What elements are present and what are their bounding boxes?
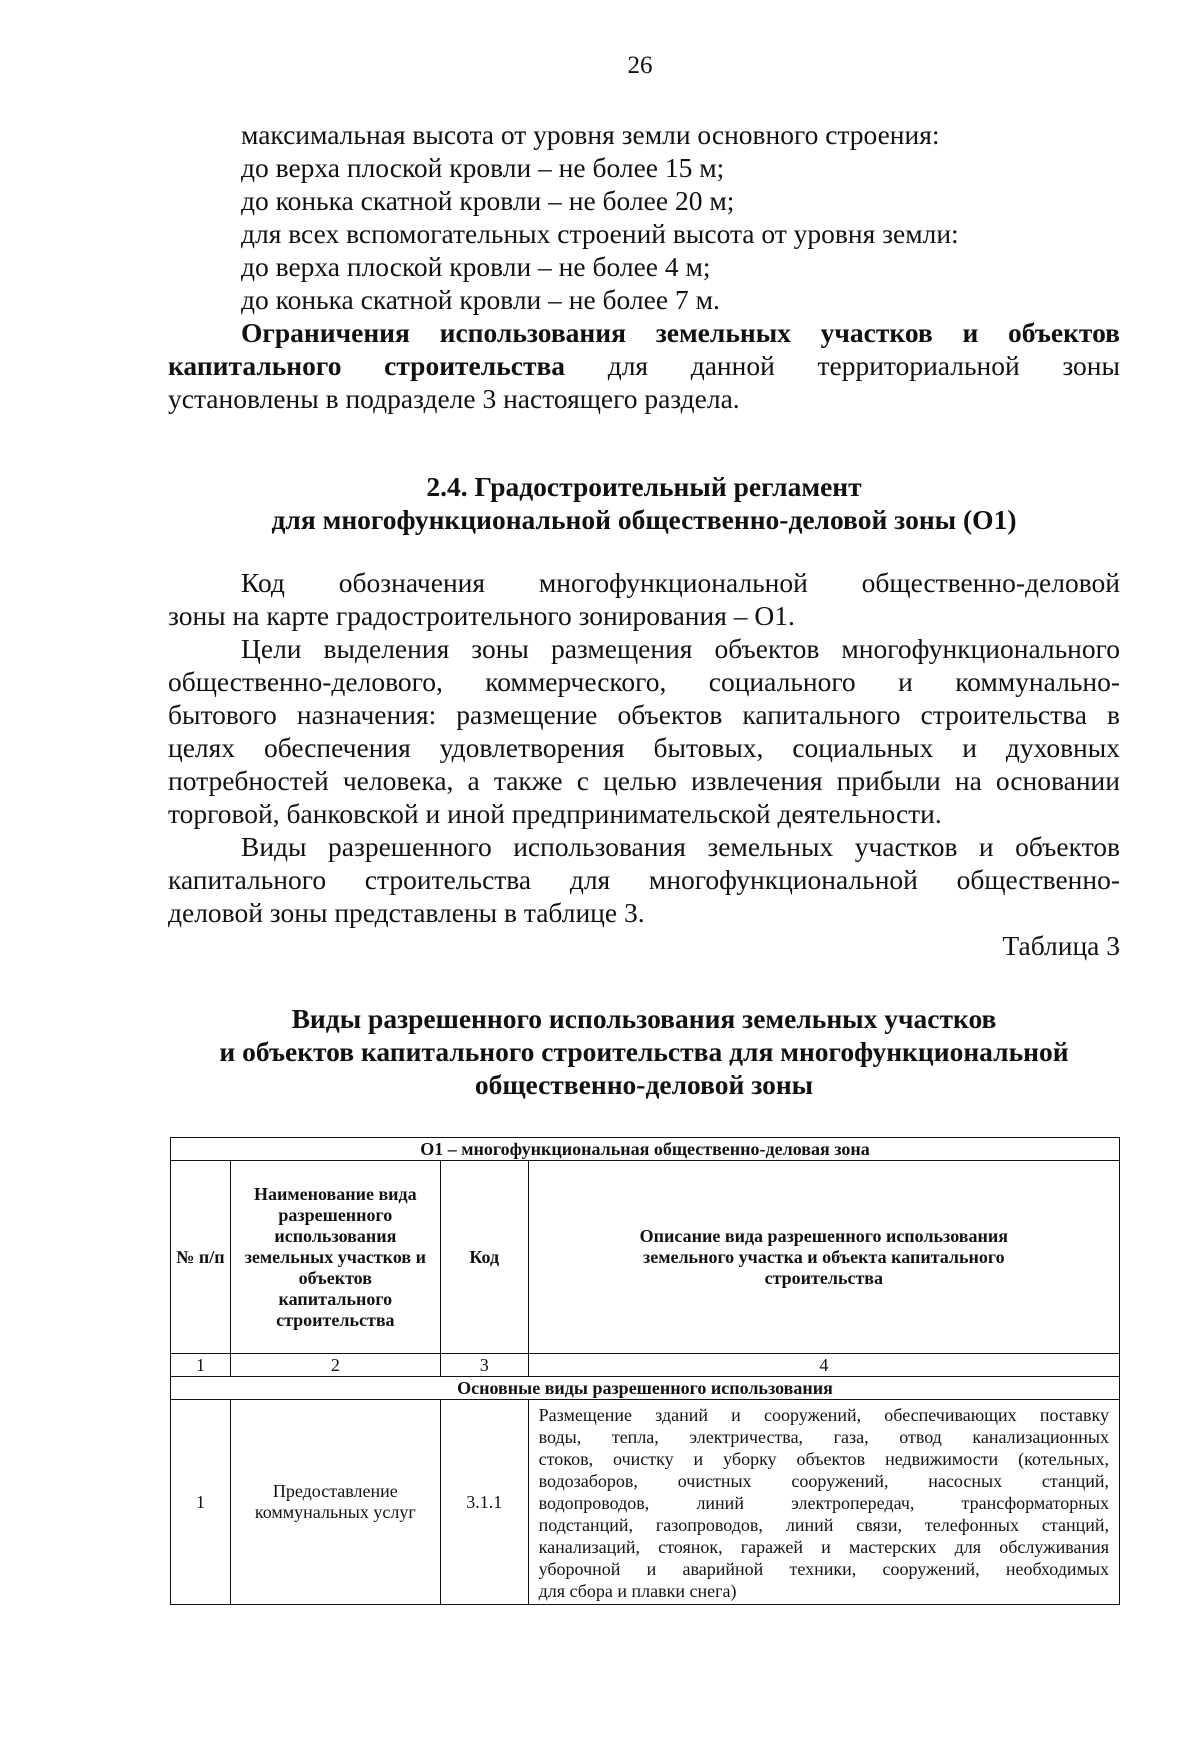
paragraph-line: Цели выделения зоны размещения объектов многофункционального — [241, 633, 1120, 664]
paragraph-line: деловой зоны представлены в таблице 3. — [168, 897, 645, 928]
col-header-name: Наименование вида разрешенного использования земельных участков и объектов капитального строительства — [230, 1161, 440, 1354]
col-header-description: Описание вида разрешенного использования земельного участка и объекта капитального строительства — [528, 1161, 1119, 1354]
description-line: подстанций, газопроводов, линий связи, телефонных станций, — [538, 1515, 1109, 1535]
intro-line: для всех вспомогательных строений высота от уровня земли: — [241, 218, 959, 249]
intro-line: до конька скатной кровли – не более 20 м; — [241, 185, 735, 216]
zone-header: О1 – многофункциональная общественно-деловая зона — [171, 1138, 1120, 1161]
col-number: 4 — [528, 1354, 1119, 1377]
column-number-row — [171, 1354, 1120, 1377]
description-line: стоков, очистку и уборку объектов недвижимости (котельных, — [538, 1449, 1109, 1469]
section-heading-line1: 2.4. Градостроительный регламент — [426, 471, 862, 502]
column-header-row — [171, 1161, 1120, 1354]
description-line: канализаций, стоянок, гаражей и мастерских для обслуживания — [538, 1537, 1109, 1557]
table-title — [168, 1002, 1120, 1101]
description-line: воды, тепла, электричества, газа, отвод канализационных — [538, 1427, 1109, 1447]
table-title-line: общественно-деловой зоны — [474, 1069, 814, 1100]
land-use-table — [170, 1137, 1120, 1605]
paragraph-line: зоны на карте градостроительного зонирования – О1. — [168, 600, 795, 631]
col-header-code: Код — [440, 1161, 528, 1354]
paragraph-line: Код обозначения многофункциональной общественно-деловой — [241, 567, 1120, 598]
description-line: водопроводов, линий электропередач, трансформаторных — [538, 1493, 1109, 1513]
row-description — [528, 1400, 1119, 1605]
paragraph-line: Виды разрешенного использования земельных участков и объектов — [241, 831, 1120, 862]
section-heading-line2: для многофункциональной общественно-деловой зоны (О1) — [271, 504, 1017, 535]
restrictions-line — [168, 349, 1120, 382]
col-number: 3 — [440, 1354, 528, 1377]
restrictions-bold-fragment: капитального строительства — [168, 350, 566, 381]
intro-line: максимальная высота от уровня земли основного строения: — [241, 119, 940, 150]
description-line: Размещение зданий и сооружений, обеспечивающих поставку — [538, 1405, 1109, 1425]
paragraph-line: целях обеспечения удовлетворения бытовых, социальных и духовных — [168, 732, 1120, 763]
restrictions-bold-line: Ограничения использования земельных участков и объектов — [241, 317, 1120, 348]
paragraph-code — [168, 566, 1120, 962]
section-heading — [168, 470, 1120, 536]
section-row — [171, 1377, 1120, 1400]
paragraph-line: общественно-делового, коммерческого, социального и коммунально- — [168, 666, 1120, 697]
intro-line: до верха плоской кровли – не более 15 м; — [241, 152, 725, 183]
intro-line: до конька скатной кровли – не более 7 м. — [241, 284, 720, 315]
paragraph-line: капитального строительства для многофункциональной общественно- — [168, 864, 1120, 895]
paragraph-line: бытового назначения: размещение объектов капитального строительства в — [168, 699, 1120, 730]
zone-header-row — [171, 1138, 1120, 1161]
paragraph-line: потребностей человека, а также с целью извлечения прибыли на основании — [168, 765, 1120, 796]
restrictions-rest: для данной территориальной зоны — [565, 350, 1120, 381]
row-num: 1 — [171, 1400, 231, 1605]
description-line: для сбора и плавки снега) — [538, 1581, 737, 1601]
restrictions-line-3: установлены в подразделе 3 настоящего раздела. — [168, 383, 740, 414]
paragraph-line: торговой, банковской и иной предпринимательской деятельности. — [168, 798, 942, 829]
table-label: Таблица 3 — [1002, 930, 1120, 961]
table-title-line: Виды разрешенного использования земельных участков — [291, 1003, 997, 1034]
table-title-line: и объектов капитального строительства для многофункциональной — [219, 1036, 1069, 1067]
table-row — [171, 1400, 1120, 1605]
col-number: 2 — [230, 1354, 440, 1377]
intro-block — [168, 118, 1120, 415]
section-row-label: Основные виды разрешенного использования — [171, 1377, 1120, 1400]
description-line: водозаборов, очистных сооружений, насосных станций, — [538, 1471, 1109, 1491]
col-number: 1 — [171, 1354, 231, 1377]
intro-line: до верха плоской кровли – не более 4 м; — [241, 251, 711, 282]
col-header-num: № п/п — [171, 1161, 231, 1354]
description-line: уборочной и аварийной техники, сооружений, необходимых — [538, 1559, 1109, 1579]
row-name: Предоставление коммунальных услуг — [230, 1400, 440, 1605]
page-number: 26 — [627, 52, 653, 79]
row-code: 3.1.1 — [440, 1400, 528, 1605]
